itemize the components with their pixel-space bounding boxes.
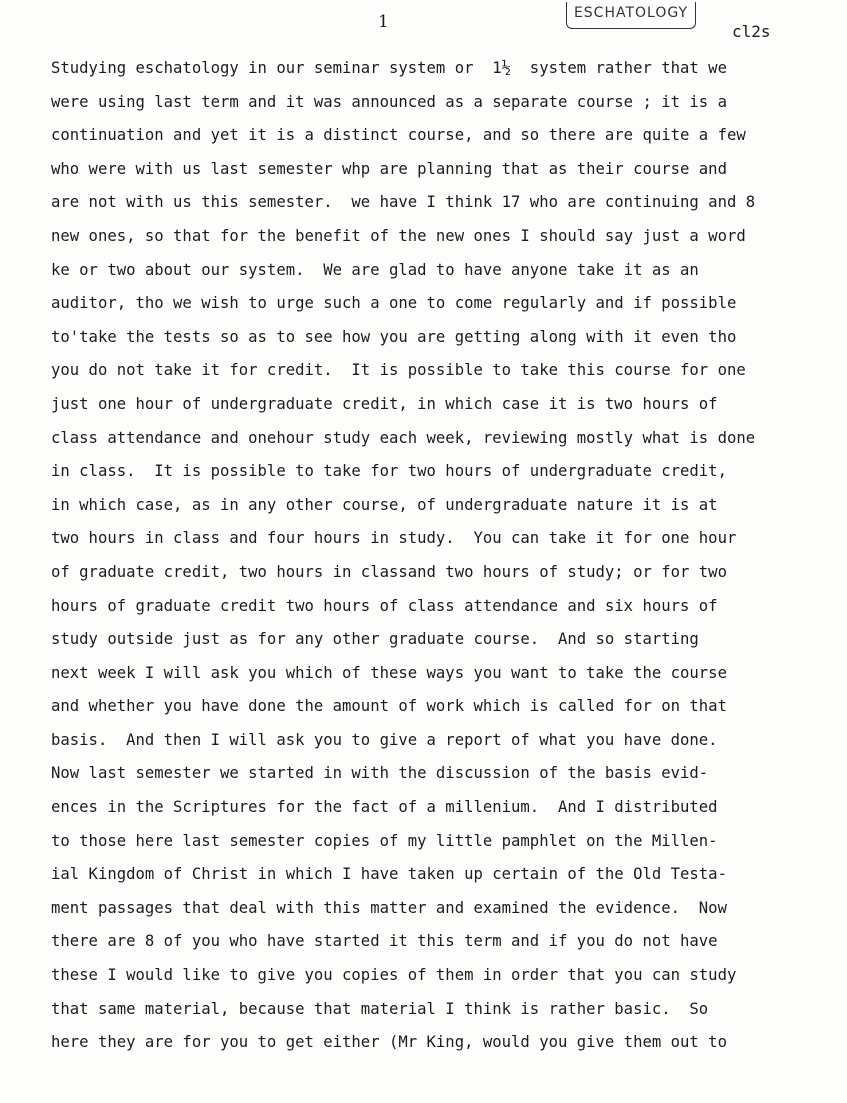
text-line: auditor, tho we wish to urge such a one to come regularly and if possible (51, 294, 737, 313)
text-line: in class. It is possible to take for two hours of undergraduate credit, (51, 462, 727, 481)
text-line: hours of graduate credit two hours of class attendance and six hours of (51, 596, 718, 615)
text-line: here they are for you to get either (Mr King, would you give them out to (51, 1033, 727, 1052)
text-line: you do not take it for credit. It is possible to take this course for one (51, 361, 746, 380)
text-line: of graduate credit, two hours in classand two hours of study; or for two (51, 562, 727, 581)
text-line: new ones, so that for the benefit of the new ones I should say just a word (51, 226, 746, 245)
text-line: there are 8 of you who have started it this term and if you do not have (51, 932, 718, 951)
text-line: were using last term and it was announced as a separate course ; it is a (51, 92, 727, 111)
text-line: ment passages that deal with this matter and examined the evidence. Now (51, 898, 727, 917)
topic-label: ESCHATOLOGY (566, 2, 696, 29)
text-line: Now last semester we started in with the discussion of the basis evid- (51, 764, 709, 783)
text-line: these I would like to give you copies of them in order that you can study (51, 966, 737, 985)
text-line: who were with us last semester whp are planning that as their course and (51, 159, 727, 178)
text-line: are not with us this semester. we have I think 17 who are continuing and 8 (51, 193, 756, 212)
page-code: cl2s (732, 22, 771, 41)
text-line: in which case, as in any other course, of undergraduate nature it is at (51, 495, 718, 514)
text-line: ial Kingdom of Christ in which I have taken up certain of the Old Testa- (51, 865, 727, 884)
text-line: Studying eschatology in our seminar system or 1½ system rather that we (51, 59, 727, 77)
text-line: study outside just as for any other graduate course. And so starting (51, 630, 699, 649)
text-line: two hours in class and four hours in study. You can take it for one hour (51, 529, 737, 548)
text-line: next week I will ask you which of these ways you want to take the course (51, 663, 727, 682)
text-line: to'take the tests so as to see how you are getting along with it even tho (51, 327, 737, 346)
text-line: ke or two about our system. We are glad to have anyone take it as an (51, 260, 699, 279)
body-text (51, 52, 841, 1060)
page-number: 1 (378, 12, 389, 32)
text-line: continuation and yet it is a distinct course, and so there are quite a few (51, 126, 746, 145)
text-line: ences in the Scriptures for the fact of a millenium. And I distributed (51, 798, 718, 817)
text-line: that same material, because that material I think is rather basic. So (51, 999, 709, 1018)
text-line: class attendance and onehour study each week, reviewing mostly what is done (51, 428, 756, 447)
text-line: to those here last semester copies of my little pamphlet on the Millen- (51, 831, 718, 850)
text-line: and whether you have done the amount of work which is called for on that (51, 697, 727, 716)
text-line: just one hour of undergraduate credit, in which case it is two hours of (51, 394, 718, 413)
text-line: basis. And then I will ask you to give a report of what you have done. (51, 730, 718, 749)
